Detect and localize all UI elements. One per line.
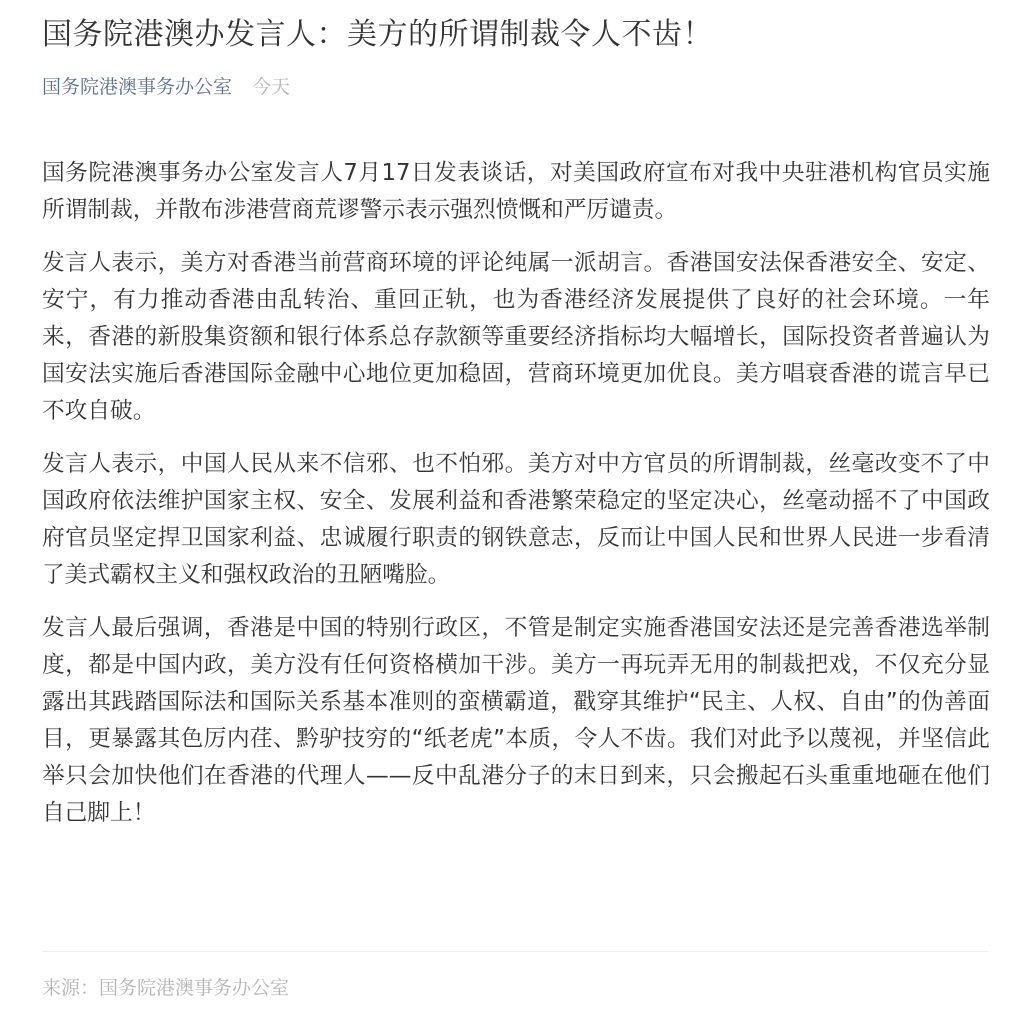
article — [42, 0, 990, 848]
article-body — [42, 155, 990, 832]
article-title: 国务院港澳办发言人：美方的所谓制裁令人不齿！ — [42, 17, 713, 52]
article-paragraph: 发言人表示，中国人民从来不信邪、也不怕邪。美方对中方官员的所谓制裁，丝毫改变不了中国政府依法维护国家主权、安全、发展利益和香港繁荣稳定的坚定决心，丝毫动摇不了中国政府官员坚定捍卫国家利益、忠诚履行职责的钢铁意志，反而让中国人民和世界人民进一步看清了美式霸权主义和强权政治的丑陋嘴脸。 — [42, 451, 990, 588]
article-paragraph: 发言人最后强调，香港是中国的特别行政区，不管是制定实施香港国安法还是完善香港选举制度，都是中国内政，美方没有任何资格横加干涉。美方一再玩弄无用的制裁把戏，不仅充分显露出其践踏国际法和国际关系基本准则的蛮横霸道，戳穿其维护“民主、人权、自由”的伪善面目，更暴露其色厉内荏、黔驴技穷的“纸老虎”本质，令人不齿。我们对此予以蔑视，并坚信此举只会加快他们在香港的代理人——反中乱港分子的末日到来，只会搬起石头重重地砸在他们自己脚上！ — [42, 615, 990, 826]
publish-date: 今天 — [252, 76, 291, 98]
account-name-link[interactable]: 国务院港澳事务办公室 — [42, 76, 233, 98]
article-paragraph: 国务院港澳事务办公室发言人7月17日发表谈话，对美国政府宣布对我中央驻港机构官员实施所谓制裁，并散布涉港营商荒谬警示表示强烈愤慨和严厉谴责。 — [42, 160, 990, 223]
divider — [42, 951, 988, 952]
article-paragraph: 发言人表示，美方对香港当前营商环境的评论纯属一派胡言。香港国安法保香港安全、安定、安宁，有力推动香港由乱转治、重回正轨，也为香港经济发展提供了良好的社会环境。一年来，香港的新股集资额和银行体系总存款额等重要经济指标均大幅增长，国际投资者普遍认为国安法实施后香港国际金融中心地位更加稳固，营商环境更加优良。美方唱衰香港的谎言早已不攻自破。 — [42, 250, 990, 424]
source-note: 来源：国务院港澳事务办公室 — [42, 977, 290, 999]
article-meta — [42, 74, 990, 100]
